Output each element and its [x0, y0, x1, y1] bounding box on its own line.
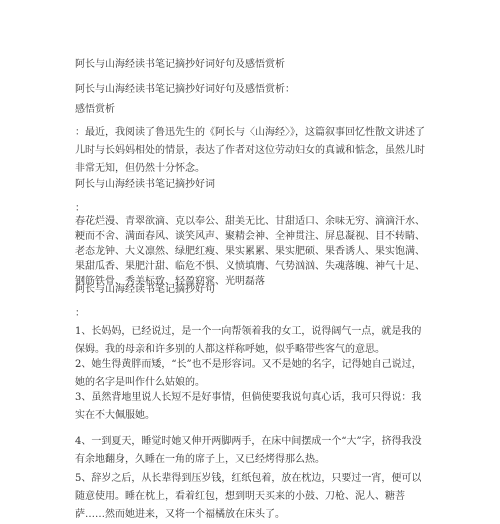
sentence-item: 5、辞岁之后，从长辈得到压岁钱，红纸包着，放在枕边，只要过一宵，便可以随意使用。睡在枕上，看着红包，想到明天买来的小鼓、刀枪、泥人、糖菩萨……然而她进来，又将一个福橘放在床头了。: [75, 473, 422, 520]
sentence-item: 3、虽然背地里说人长短不是好事情，但倘使要我说句真心话，我可只得说：我实在不大佩服她。: [75, 392, 422, 421]
reflection-paragraph: ：最近，我阅读了鲁迅先生的《阿长与〈山海经〉》，这篇叙事回忆性散文讲述了儿时与长妈妈相处的情景，表达了作者对这位劳动妇女的真诚和惦念，虽然儿时非常无知，但仍然十分怀念。: [75, 127, 425, 174]
document-subtitle: 阿长与山海经读书笔记摘抄好词好句及感悟赏析：: [75, 84, 295, 95]
words-heading: 阿长与山海经读书笔记摘抄好词: [75, 179, 215, 190]
sentence-item: 1、长妈妈，已经说过，是一个一向帮领着我的女工，说得阔气一点，就是我的保姆。我的母亲和许多别的人都这样称呼她，似乎略带些客气的意思。: [75, 326, 422, 355]
sentence-item: 4、一到夏天，睡觉时她又伸开两脚两手，在床中间摆成一个“大”字，挤得我没有余地翻身，久睡在一角的席子上，又已经烤得那么热。: [75, 436, 422, 465]
words-colon: ：: [75, 203, 85, 214]
sentences-colon: ：: [75, 308, 85, 319]
words-paragraph: 春花烂漫、青翠欲滴、克以奉公、甜美无比、甘甜适口、余味无穷、滴滴汗水、粳而不舍、满面春风、谈笑风声、聚精会神、全神贯注、屏息凝视、目不转睛、老态龙钟、大义凛然、绿肥红瘦、果实累累、果实肥硕、果香诱人、果实饱满、果甜瓜香、果肥汁甜、临危不惧、义愤填膺、气势汹汹、失魂落魄、神气十足、钢筋铁骨、秀美标致、轻盈窈窕、光明磊落: [75, 216, 425, 287]
sentences-heading: 阿长与山海经读书笔记摘抄好句: [75, 284, 215, 295]
document-title: 阿长与山海经读书笔记摘抄好词好句及感悟赏析: [75, 59, 285, 70]
sentence-item: 2、她生得黄胖而矮，“长”也不是形容词。又不是她的名字，记得她自己说过，她的名字是叫作什么姑娘的。: [75, 359, 422, 388]
reflection-heading: 感悟赏析: [75, 104, 115, 115]
